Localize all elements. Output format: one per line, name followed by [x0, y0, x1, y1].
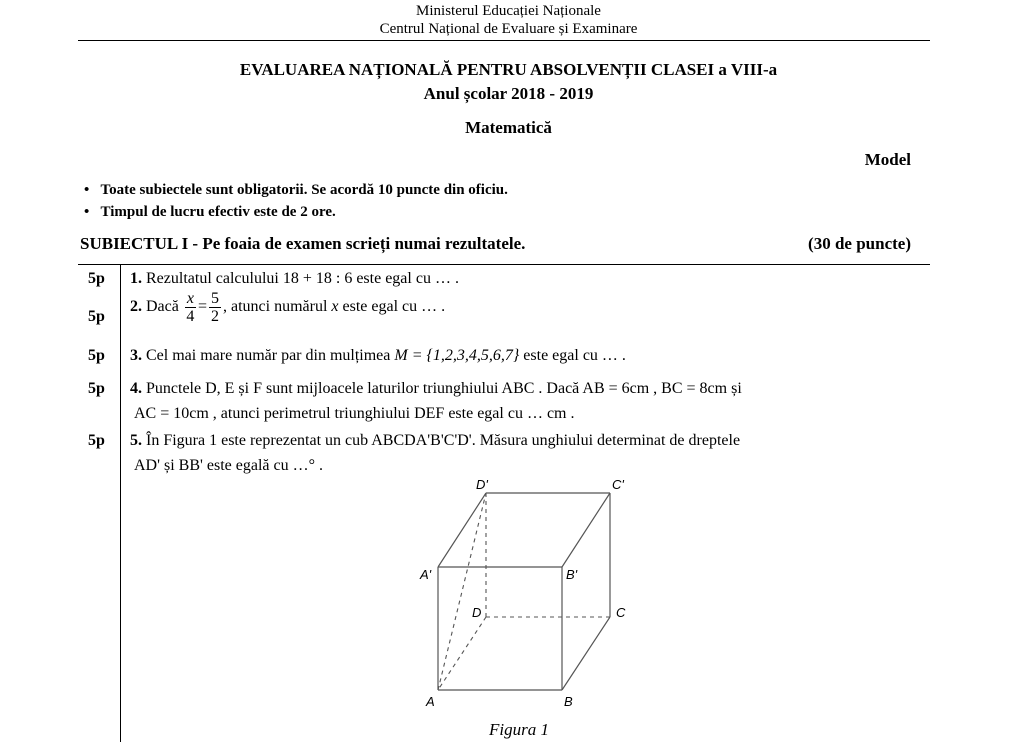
label-B: B: [564, 694, 573, 709]
q2-frac1-num: x: [186, 290, 194, 307]
q4-text-1: Punctele D, E și F sunt mijloacele laturilor triunghiului ABC . Dacă AB = 6cm , BC = 8cm și: [142, 380, 742, 397]
exam-year: Anul școlar 2018 - 2019: [423, 84, 594, 103]
q1-text-a: Rezultatul calculului: [142, 270, 283, 287]
edge-A1D1: [438, 493, 486, 567]
rule-1-text: Toate subiectele sunt obligatorii. Se acordă 10 puncte din oficiu.: [100, 182, 508, 198]
question-4-line-2: AC = 10cm , atunci perimetrul triunghiului DEF este egal cu … cm .: [134, 405, 575, 422]
q1-number: 1.: [130, 270, 142, 287]
q5-text-1: În Figura 1 este reprezentat un cub ABCDA'B'C'D'. Măsura unghiului determinat de dreptele: [142, 432, 741, 449]
q4-number: 4.: [130, 380, 142, 397]
q3-text-b: este egal cu … .: [519, 347, 626, 364]
q2-number: 2.: [130, 298, 142, 316]
q5-points: 5p: [88, 432, 105, 449]
label-C: C: [616, 605, 626, 620]
q2-text-a: Dacă: [142, 298, 183, 316]
q2-frac1-den: 4: [186, 308, 195, 325]
question-2: 2. Dacă $\frac{x}{4}$ = $\frac{5}{2}$ , atunci numărul x este egal cu … .: [130, 290, 446, 325]
q2-text-b: , atunci numărul: [223, 298, 332, 316]
edge-C1B1: [562, 493, 610, 567]
rule-2-text: Timpul de lucru efectiv este de 2 ore.: [100, 204, 336, 220]
q1-points: 5p: [88, 270, 105, 287]
q3-set: M = {1,2,3,4,5,6,7}: [394, 347, 520, 364]
q3-points: 5p: [88, 347, 105, 364]
exam-subject: Matematică: [465, 118, 552, 137]
diagonal-AD1-hidden: [438, 493, 486, 690]
q2-frac2-num: 5: [211, 290, 219, 307]
q3-number: 3.: [130, 347, 142, 364]
center-header: Centrul Național de Evaluare și Examinare: [379, 21, 638, 37]
q2-text-c: este egal cu … .: [338, 298, 446, 316]
label-A1: A': [420, 567, 432, 582]
label-B1: B': [566, 567, 578, 582]
question-5-line-2: AD' și BB' este egală cu …° .: [134, 457, 324, 474]
edge-CB: [562, 617, 610, 690]
section-points: (30 de puncte): [808, 234, 911, 253]
exam-title: EVALUAREA NAȚIONALĂ PENTRU ABSOLVENȚII CLASEI a VIII-a: [239, 60, 778, 79]
figure-caption: Figura 1: [489, 720, 549, 739]
label-D1: D': [476, 477, 488, 492]
q2-points: 5p: [88, 308, 105, 325]
q5-number: 5.: [130, 432, 142, 449]
rule-2: • Timpul de lucru efectiv este de 2 ore.: [84, 204, 336, 220]
edge-DA-hidden: [438, 617, 486, 690]
q2-frac2-den: 2: [211, 308, 219, 325]
q3-text-a: Cel mai mare număr par din mulțimea: [142, 347, 395, 364]
label-A: A: [426, 694, 435, 709]
label-C1: C': [612, 477, 624, 492]
q4-points: 5p: [88, 380, 105, 397]
ministry-header: Ministerul Educației Naționale: [416, 3, 601, 19]
q1-text-b: este egal cu … .: [352, 270, 459, 287]
q2-variable: x: [331, 298, 339, 316]
q1-expression: 18 + 18 : 6: [282, 270, 353, 287]
label-D: D: [472, 605, 482, 620]
section-title: SUBIECTUL I - Pe foaia de examen scrieți numai rezultatele.: [80, 234, 526, 253]
rule-1: • Toate subiectele sunt obligatorii. Se acordă 10 puncte din oficiu.: [84, 182, 508, 198]
model-label: Model: [864, 150, 911, 169]
